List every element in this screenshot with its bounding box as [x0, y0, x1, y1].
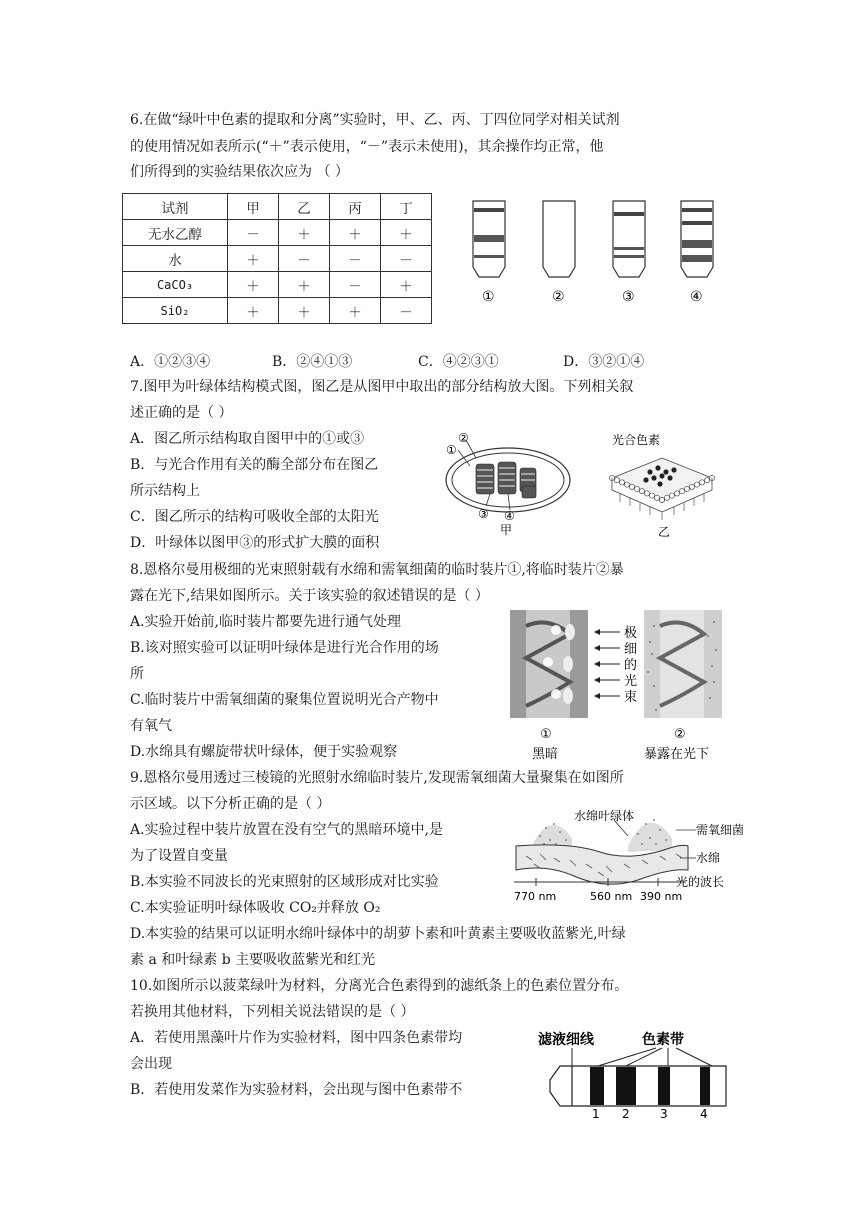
- tube-1: [473, 201, 505, 277]
- membrane-bead: [699, 480, 704, 485]
- reagent-table: [122, 193, 432, 324]
- engelmann-slides-figure: [508, 606, 730, 764]
- q9-option-d1: D.本实验的结果可以证明水绵叶绿体中的胡萝卜素和叶黄素主要吸收蓝紫光,叶绿: [130, 926, 626, 942]
- pigment-label: 光合色素: [612, 433, 661, 447]
- chloroplast-label: 水绵叶绿体: [574, 809, 635, 823]
- table-cell: －: [330, 272, 381, 298]
- table-cell: ＋: [381, 220, 432, 246]
- table-cell: －: [279, 246, 330, 272]
- table-cell: CaCO₃: [123, 272, 228, 298]
- wavelength-axis-label: 光的波长: [676, 875, 725, 889]
- table-cell: －: [330, 246, 381, 272]
- q10-option-a2: 会出现: [130, 1056, 172, 1072]
- chromatography-tubes-figure: [465, 195, 725, 307]
- membrane-bead: [654, 495, 659, 500]
- beam-char: 细: [624, 642, 638, 657]
- q9-option-a1: A.实验过程中装片放置在没有空气的黑暗环境中,是: [130, 822, 444, 838]
- table-header: 试剂: [123, 194, 228, 220]
- table-cell: －: [381, 246, 432, 272]
- q9-stem-line2: 示区域。以下分析正确的是（ ）: [130, 796, 331, 812]
- table-cell: ＋: [330, 298, 381, 324]
- q10-stem-line1: 10.如图所示以菠菜绿叶为材料，分离光合色素得到的滤纸条上的色素位置分布。: [130, 978, 629, 994]
- label-3: ③: [478, 507, 489, 521]
- spectrum-figure: [510, 806, 745, 906]
- table-row: [123, 298, 432, 324]
- beam-char: 极: [624, 626, 638, 641]
- membrane-bead: [689, 484, 694, 489]
- membrane-bead: [614, 478, 619, 483]
- table-cell: ＋: [228, 298, 279, 324]
- table-cell: 无水乙醇: [123, 220, 228, 246]
- wavelength-770: 770 nm: [514, 890, 557, 903]
- q10-stem-line2: 若换用其他材料，下列相关说法错误的是（ ）: [130, 1004, 415, 1020]
- beam-char: 的: [624, 658, 638, 673]
- table-header: 乙: [279, 194, 330, 220]
- table-header: 甲: [228, 194, 279, 220]
- q7-option-b1: B．与光合作用有关的酶全部分布在图乙: [130, 457, 379, 473]
- table-row: [123, 272, 432, 298]
- q9-option-b: B.本实验不同波长的光束照射的区域形成对比实验: [130, 874, 439, 890]
- slide-1-label: ①: [540, 727, 552, 742]
- q7-option-c: C．图乙所示的结构可吸收全部的太阳光: [130, 509, 379, 525]
- membrane-bead: [659, 497, 664, 502]
- q8-option-b1: B.该对照实验可以证明叶绿体是进行光合作用的场: [130, 640, 439, 656]
- membrane-bead: [629, 484, 634, 489]
- alga-label: 水绵: [696, 851, 721, 865]
- table-row: [123, 220, 432, 246]
- q7-option-d: D．叶绿体以图甲③的形式扩大膜的面积: [130, 535, 380, 551]
- band-number: 4: [700, 1107, 708, 1120]
- light-caption: 暴露在光下: [644, 747, 710, 762]
- q7-stem-line2: 述正确的是（ ）: [130, 405, 233, 421]
- label-4: ④: [504, 509, 515, 523]
- bacteria-label: 需氧细菌: [696, 823, 745, 837]
- table-cell: ＋: [279, 298, 330, 324]
- q9-option-c: C.本实验证明叶绿体吸收 CO₂并释放 O₂: [130, 900, 381, 916]
- membrane-bead: [634, 486, 639, 491]
- membrane-bead: [619, 480, 624, 485]
- label-2: ②: [458, 431, 469, 445]
- membrane-bead: [624, 482, 629, 487]
- q6-option-b: B．②④①③: [272, 354, 353, 370]
- q7-option-b2: 所示结构上: [130, 483, 200, 499]
- label-1: ①: [446, 443, 457, 457]
- table-cell: ＋: [381, 272, 432, 298]
- thylakoid-figure: [600, 430, 725, 540]
- q7-stem-line1: 7.图甲为叶绿体结构模式图，图乙是从图甲中取出的部分结构放大图。下列相关叙: [130, 379, 634, 395]
- q8-option-d: D.水绵具有螺旋带状叶绿体，便于实验观察: [130, 744, 398, 760]
- q7-option-a: A．图乙所示结构取自图甲中的①或③: [130, 431, 365, 447]
- wavelength-560: 560 nm: [590, 890, 633, 903]
- slide-2-label: ②: [674, 727, 686, 742]
- figure-jia-caption: 甲: [500, 523, 513, 537]
- figure-yi-caption: 乙: [658, 525, 671, 539]
- table-cell: ＋: [279, 272, 330, 298]
- q6-option-a: A．①②③④: [130, 354, 211, 370]
- q9-stem-line1: 9.恩格尔曼用透过三棱镜的光照射水绵临时装片,发现需氧细菌大量聚集在如图所: [130, 770, 624, 786]
- q10-option-a1: A．若使用黑藻叶片作为实验材料，图中四条色素带均: [130, 1030, 463, 1046]
- q6-stem-line3: 们所得到的实验结果依次应为 （ ）: [130, 164, 349, 180]
- beam-char: 束: [624, 690, 638, 705]
- chloroplast-figure: [438, 428, 578, 538]
- beam-char: 光: [624, 674, 638, 689]
- q8-option-c1: C.临时装片中需氧细菌的聚集位置说明光合产物中: [130, 692, 439, 708]
- tube-3: [613, 201, 645, 277]
- q8-option-a: A.实验开始前,临时装片都要先进行通气处理: [130, 614, 402, 630]
- q8-stem-line2: 露在光下,结果如图所示。关于该实验的叙述错误的是（ ）: [130, 588, 489, 604]
- membrane-bead: [639, 489, 644, 494]
- table-cell: ＋: [228, 246, 279, 272]
- table-row: [123, 246, 432, 272]
- q10-option-b1: B．若使用发菜作为实验材料，会出现与图中色素带不: [130, 1082, 463, 1098]
- tube-label: ④: [690, 289, 703, 305]
- wavelength-390: 390 nm: [640, 890, 683, 903]
- membrane-bead: [664, 495, 669, 500]
- table-cell: SiO₂: [123, 298, 228, 324]
- tube-label: ②: [552, 289, 565, 305]
- membrane-bead: [679, 489, 684, 494]
- q8-option-c2: 有氧气: [130, 718, 172, 734]
- table-cell: ＋: [279, 220, 330, 246]
- band-number: 1: [592, 1107, 600, 1120]
- table-cell: －: [381, 298, 432, 324]
- table-row: [123, 194, 432, 220]
- dark-caption: 黑暗: [532, 747, 559, 762]
- membrane-bead: [674, 491, 679, 496]
- table-cell: 水: [123, 246, 228, 272]
- table-header: 丁: [381, 194, 432, 220]
- tube-2: [543, 201, 575, 277]
- membrane-bead: [644, 491, 649, 496]
- table-cell: ＋: [330, 220, 381, 246]
- q6-stem-line1: 6.在做“绿叶中色素的提取和分离”实验时，甲、乙、丙、丁四位同学对相关试剂: [130, 112, 620, 128]
- q8-option-b2: 所: [130, 666, 144, 682]
- membrane-bead: [669, 493, 674, 498]
- q6-option-d: D．③②①④: [563, 354, 645, 370]
- q9-option-d2: 素 a 和叶绿素 b 主要吸收蓝紫光和红光: [130, 952, 376, 968]
- tube-label: ③: [622, 289, 635, 305]
- q8-stem-line1: 8.恩格尔曼用极细的光束照射载有水绵和需氧细菌的临时装片①,将临时装片②暴: [130, 562, 624, 578]
- band-number: 3: [660, 1107, 668, 1120]
- q9-option-a2: 为了设置自变量: [130, 848, 228, 864]
- tube-label: ①: [482, 289, 495, 305]
- membrane-bead: [684, 486, 689, 491]
- q6-stem-line2: 的使用情况如表所示(“＋”表示使用，“－”表示未使用)，其余操作均正常，他: [130, 139, 604, 155]
- membrane-bead: [694, 482, 699, 487]
- membrane-bead: [649, 493, 654, 498]
- table-cell: ＋: [228, 272, 279, 298]
- filter-paper-strip-figure: [538, 1030, 738, 1120]
- tube-4: [681, 201, 713, 277]
- membrane-bead: [704, 478, 709, 483]
- q6-option-c: C．④②③①: [418, 354, 499, 370]
- filtrate-line-label: 滤液细线: [538, 1032, 594, 1048]
- band-number: 2: [622, 1107, 630, 1120]
- table-header: 丙: [330, 194, 381, 220]
- pigment-bands-label: 色素带: [642, 1032, 684, 1048]
- table-cell: －: [228, 220, 279, 246]
